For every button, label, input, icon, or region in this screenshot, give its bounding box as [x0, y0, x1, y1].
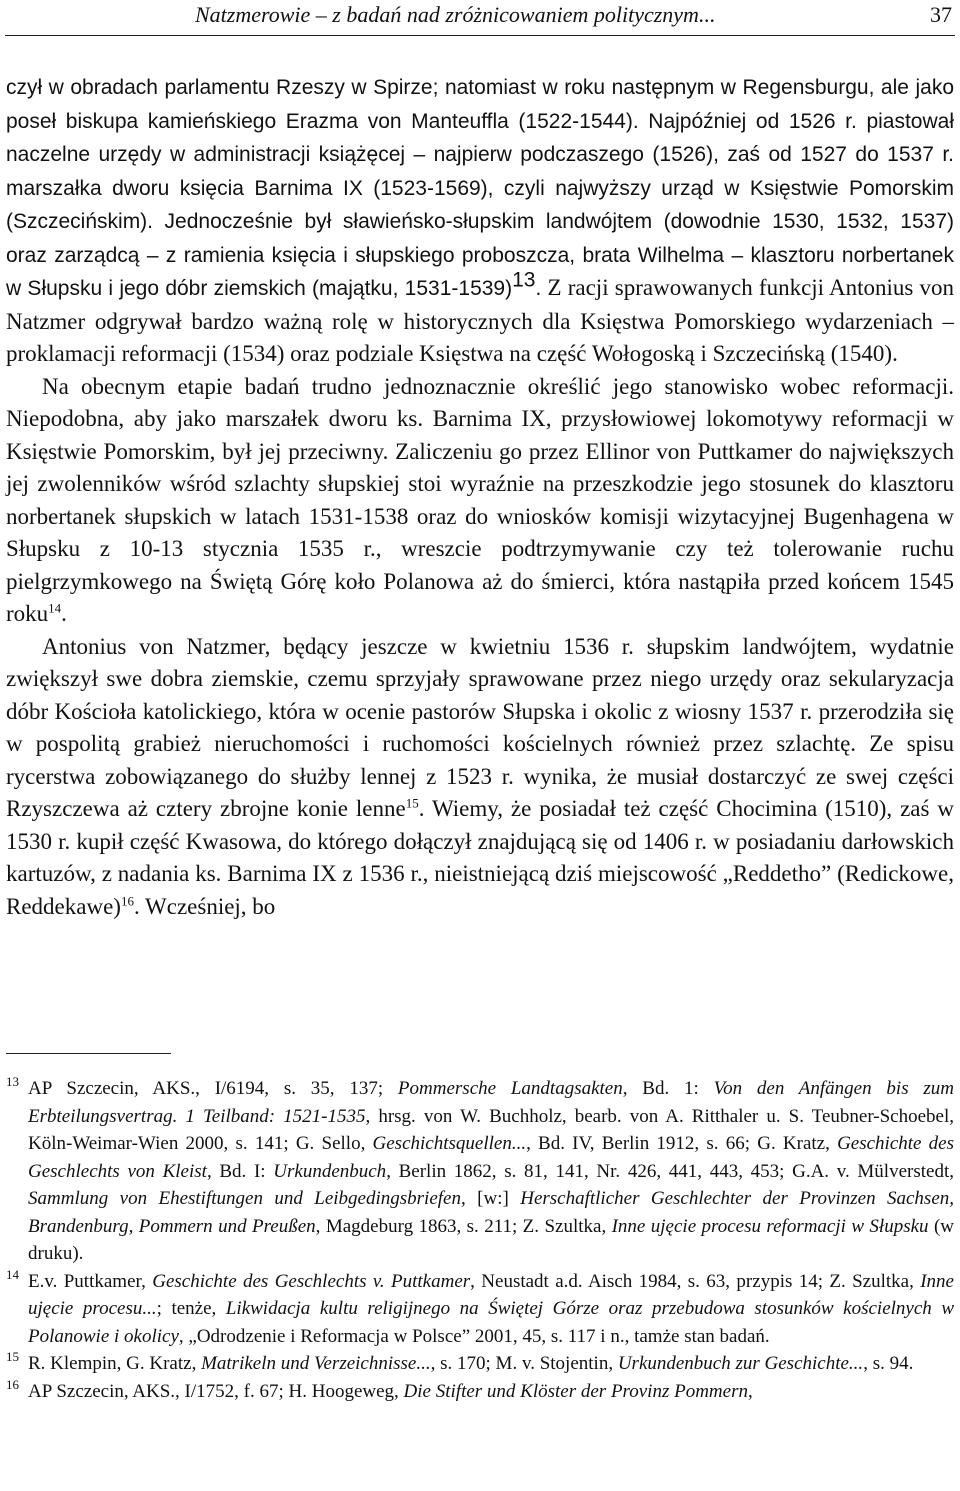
running-header-title: Natzmerowie – z badań nad zróżnicowaniem politycznym... — [195, 2, 716, 27]
footnote-title: Urkundenbuch — [273, 1160, 387, 1182]
paragraph-3 — [6, 631, 954, 924]
page-number: 37 — [930, 2, 952, 27]
footnote-ref-15: 15 — [405, 795, 419, 811]
footnote-title: Geschichte des Geschlechts von Kleist — [28, 1133, 955, 1182]
footnote-text: , — [747, 1380, 753, 1402]
main-text — [6, 71, 954, 923]
paragraph-1 — [6, 71, 954, 371]
footnote-title: Pommersche Landtagsakten — [397, 1078, 623, 1099]
footnote-title: Geschichtsquellen... — [372, 1133, 527, 1154]
footnote-title: Inne ujęcie procesu reformacji w Słupsku — [611, 1215, 929, 1237]
footnote-text: , [w:] — [460, 1188, 521, 1209]
paragraph-3-text-a: Antonius von Natzmer, będący jeszcze w kwietniu 1536 r. słupskim landwójtem, wydatnie zwiększył swe dobra ziemskie, czemu sprzyjały sprawowane przez niego urzędy oraz sekularyzacja dóbr Kościoła katolickiego, która w ocenie pastorów Słupska i okolic z wiosny 1537 r. przerodziła się w pospolitą grabież nieruchomości i ruchomości kościelnych również przez szlachtę. Ze spisu rycerstwa zobowiązanego do służby lennej z 1523 r. wynika, że musiał dostarczyć ze swej części Rzyszczewa aż cztery zbrojne konie lenne — [6, 633, 954, 821]
footnote-number: 13 — [6, 1074, 19, 1089]
footnote-number: 16 — [6, 1376, 19, 1392]
footnote-text: AP Szczecin, AKS., I/1752, f. 67; H. Hoogeweg, — [28, 1380, 404, 1402]
header-divider — [5, 35, 955, 36]
footnote-text: , s. 170; M. v. Stojentin, — [430, 1353, 618, 1374]
paragraph-1-sans-text: czył w obradach parlamentu Rzeszy w Spirze; natomiast w roku następnym w Regensburgu, ale jako poseł biskupa kamieńskiego Erazma von Manteuffla (1522-1544). Najpóźniej od 1526 r. piastował naczelne urzędy w administracji książęcej – najpierw podczaszego (1526), zaś od 1527 do 1537 r. marszałka dworu księcia Barnima IX (1523-1569), czyli najwyższy urząd w Księstwie Pomorskim (Szczecińskim). Jednocześnie był sławieńsko-słupskim landwójtem (dowodnie 1530, 1532, 1537) oraz zarządcą – z ramienia księcia i słupskiego proboszcza, brata Wilhelma – klasztoru norbertanek w Słupsku i jego dóbr ziemskich (majątku, 1531-1539) — [6, 76, 954, 300]
paragraph-1-period: . — [535, 277, 542, 300]
footnote-title: Sammlung von Ehestiftungen und Leibgedingsbriefen — [28, 1188, 461, 1209]
footnote-text: , s. 94. — [863, 1353, 914, 1374]
footnote-number: 15 — [6, 1349, 19, 1364]
footnote-text: , Neustadt a.d. Aisch 1984, s. 63, przypis 14; Z. Szultka, — [470, 1270, 921, 1292]
footnote-text: (w druku). — [28, 1215, 954, 1264]
paragraph-2-text: Na obecnym etapie badań trudno jednoznacznie określić jego stanowisko wobec reformacji. Niepodobna, aby jako marszałek dworu ks. Barnima IX, przysłowiowej lokomotywy reformacji w Księstwie Pomorskim, był jej przeciwny. Zaliczeniu go przez Ellinor von Puttkamer do największych jej zwolenników wśród szlachty słupskiej stoi wyraźnie na przeszkodzie jego stosunek do klasztoru norbertanek słupskich w latach 1531-1538 oraz do wniosków komisji wizytacyjnej Bugenhagena w Słupsku z 10-13 stycznia 1535 r., wreszcie podtrzymywanie czy też tolerowanie ruchu pielgrzymkowego na Świętą Górę koło Polanowa aż do śmierci, która nastąpiła przed końcem 1545 roku — [6, 373, 954, 626]
footnote-text: , Berlin 1862, s. 81, 141, Nr. 426, 441, 443, 453; G.A. v. Mülverstedt, — [386, 1160, 954, 1182]
paragraph-3-text-b: . Wiemy, że posiadał też część Chocimina (1510), zaś w 1530 r. kupił część Kwasowa, do którego dołączył znajdującą się od 1406 r. w posiadaniu darłowskich kartuzów, z nadania ks. Barnima IX z 1536 r., nieistniejącą dziś miejscowość „Reddetho” (Redickowe, Reddekawe) — [6, 796, 954, 919]
footnote-16 — [6, 1378, 954, 1406]
footnote-13 — [6, 1075, 954, 1268]
footnote-14 — [6, 1268, 954, 1351]
footnote-text: , „Odrodzenie i Reformacja w Polsce” 2001, 45, s. 117 i n., tamże stan badań. — [178, 1325, 770, 1347]
footnote-divider — [6, 1053, 171, 1054]
footnote-text: , Bd. IV, Berlin 1912, s. 66; G. Kratz, — [526, 1133, 838, 1154]
paragraph-1-serif-text: Z racji sprawowanych funkcji Antonius von Natzmer odgrywał bardzo ważną rolę w historycznych dla Księstwa Pomorskiego wydarzeniach – proklamacji reformacji (1534) oraz podziale Księstwa na część Wołogoską i Szczecińską (1540). — [6, 275, 954, 366]
footnote-text: , Bd. I: — [206, 1160, 274, 1182]
footnote-text: ; tenże, — [156, 1298, 226, 1319]
footnote-title: Herschaftlicher Geschlechter der Provinzen Sachsen, Brandenburg, Pommern und Preußen — [28, 1188, 955, 1237]
footnote-text: R. Klempin, G. Kratz, — [28, 1353, 202, 1374]
footnote-title: Geschichte des Geschlechts v. Puttkamer — [152, 1270, 471, 1292]
footnote-ref-13: 13 — [512, 268, 536, 292]
footnote-ref-14: 14 — [48, 600, 62, 616]
footnote-title: Likwidacja kultu religijnego na Świętej Górze oraz przebudowa stosunków kościelnych w Polanowie i okolicy — [28, 1298, 955, 1347]
footnote-text: , hrsg. von W. Buchholz, bearb. von A. Ritthaler u. S. Teubner-Schoebel, Köln-Weimar-Wien 2000, s. 141; G. Sello, — [28, 1105, 954, 1154]
footnote-title: Inne ujęcie procesu... — [28, 1270, 954, 1319]
footnote-number: 14 — [6, 1266, 19, 1282]
footnote-text: E.v. Puttkamer, — [28, 1270, 153, 1292]
paragraph-2 — [6, 371, 954, 631]
footnote-title: Urkundenbuch zur Geschichte... — [617, 1353, 864, 1374]
footnote-15 — [6, 1350, 954, 1378]
footnote-text: , Bd. 1: — [622, 1078, 714, 1099]
paragraph-2-end: . — [61, 601, 67, 626]
footnotes-section — [6, 1075, 954, 1405]
footnote-title: Von den Anfängen bis zum Erbteilungsvertrag. 1 Teilband: 1521-1535 — [28, 1078, 954, 1127]
footnote-title: Matrikeln und Verzeichnisse... — [201, 1353, 431, 1374]
footnote-ref-16: 16 — [120, 892, 134, 908]
footnote-text: AP Szczecin, AKS., I/6194, s. 35, 137; — [28, 1078, 398, 1099]
running-header — [0, 0, 960, 32]
footnote-text: , Magdeburg 1863, s. 211; Z. Szultka, — [315, 1215, 612, 1237]
footnote-title: Die Stifter und Klöster der Provinz Pommern — [403, 1380, 748, 1402]
paragraph-3-text-c: . Wcześniej, bo — [133, 893, 276, 919]
